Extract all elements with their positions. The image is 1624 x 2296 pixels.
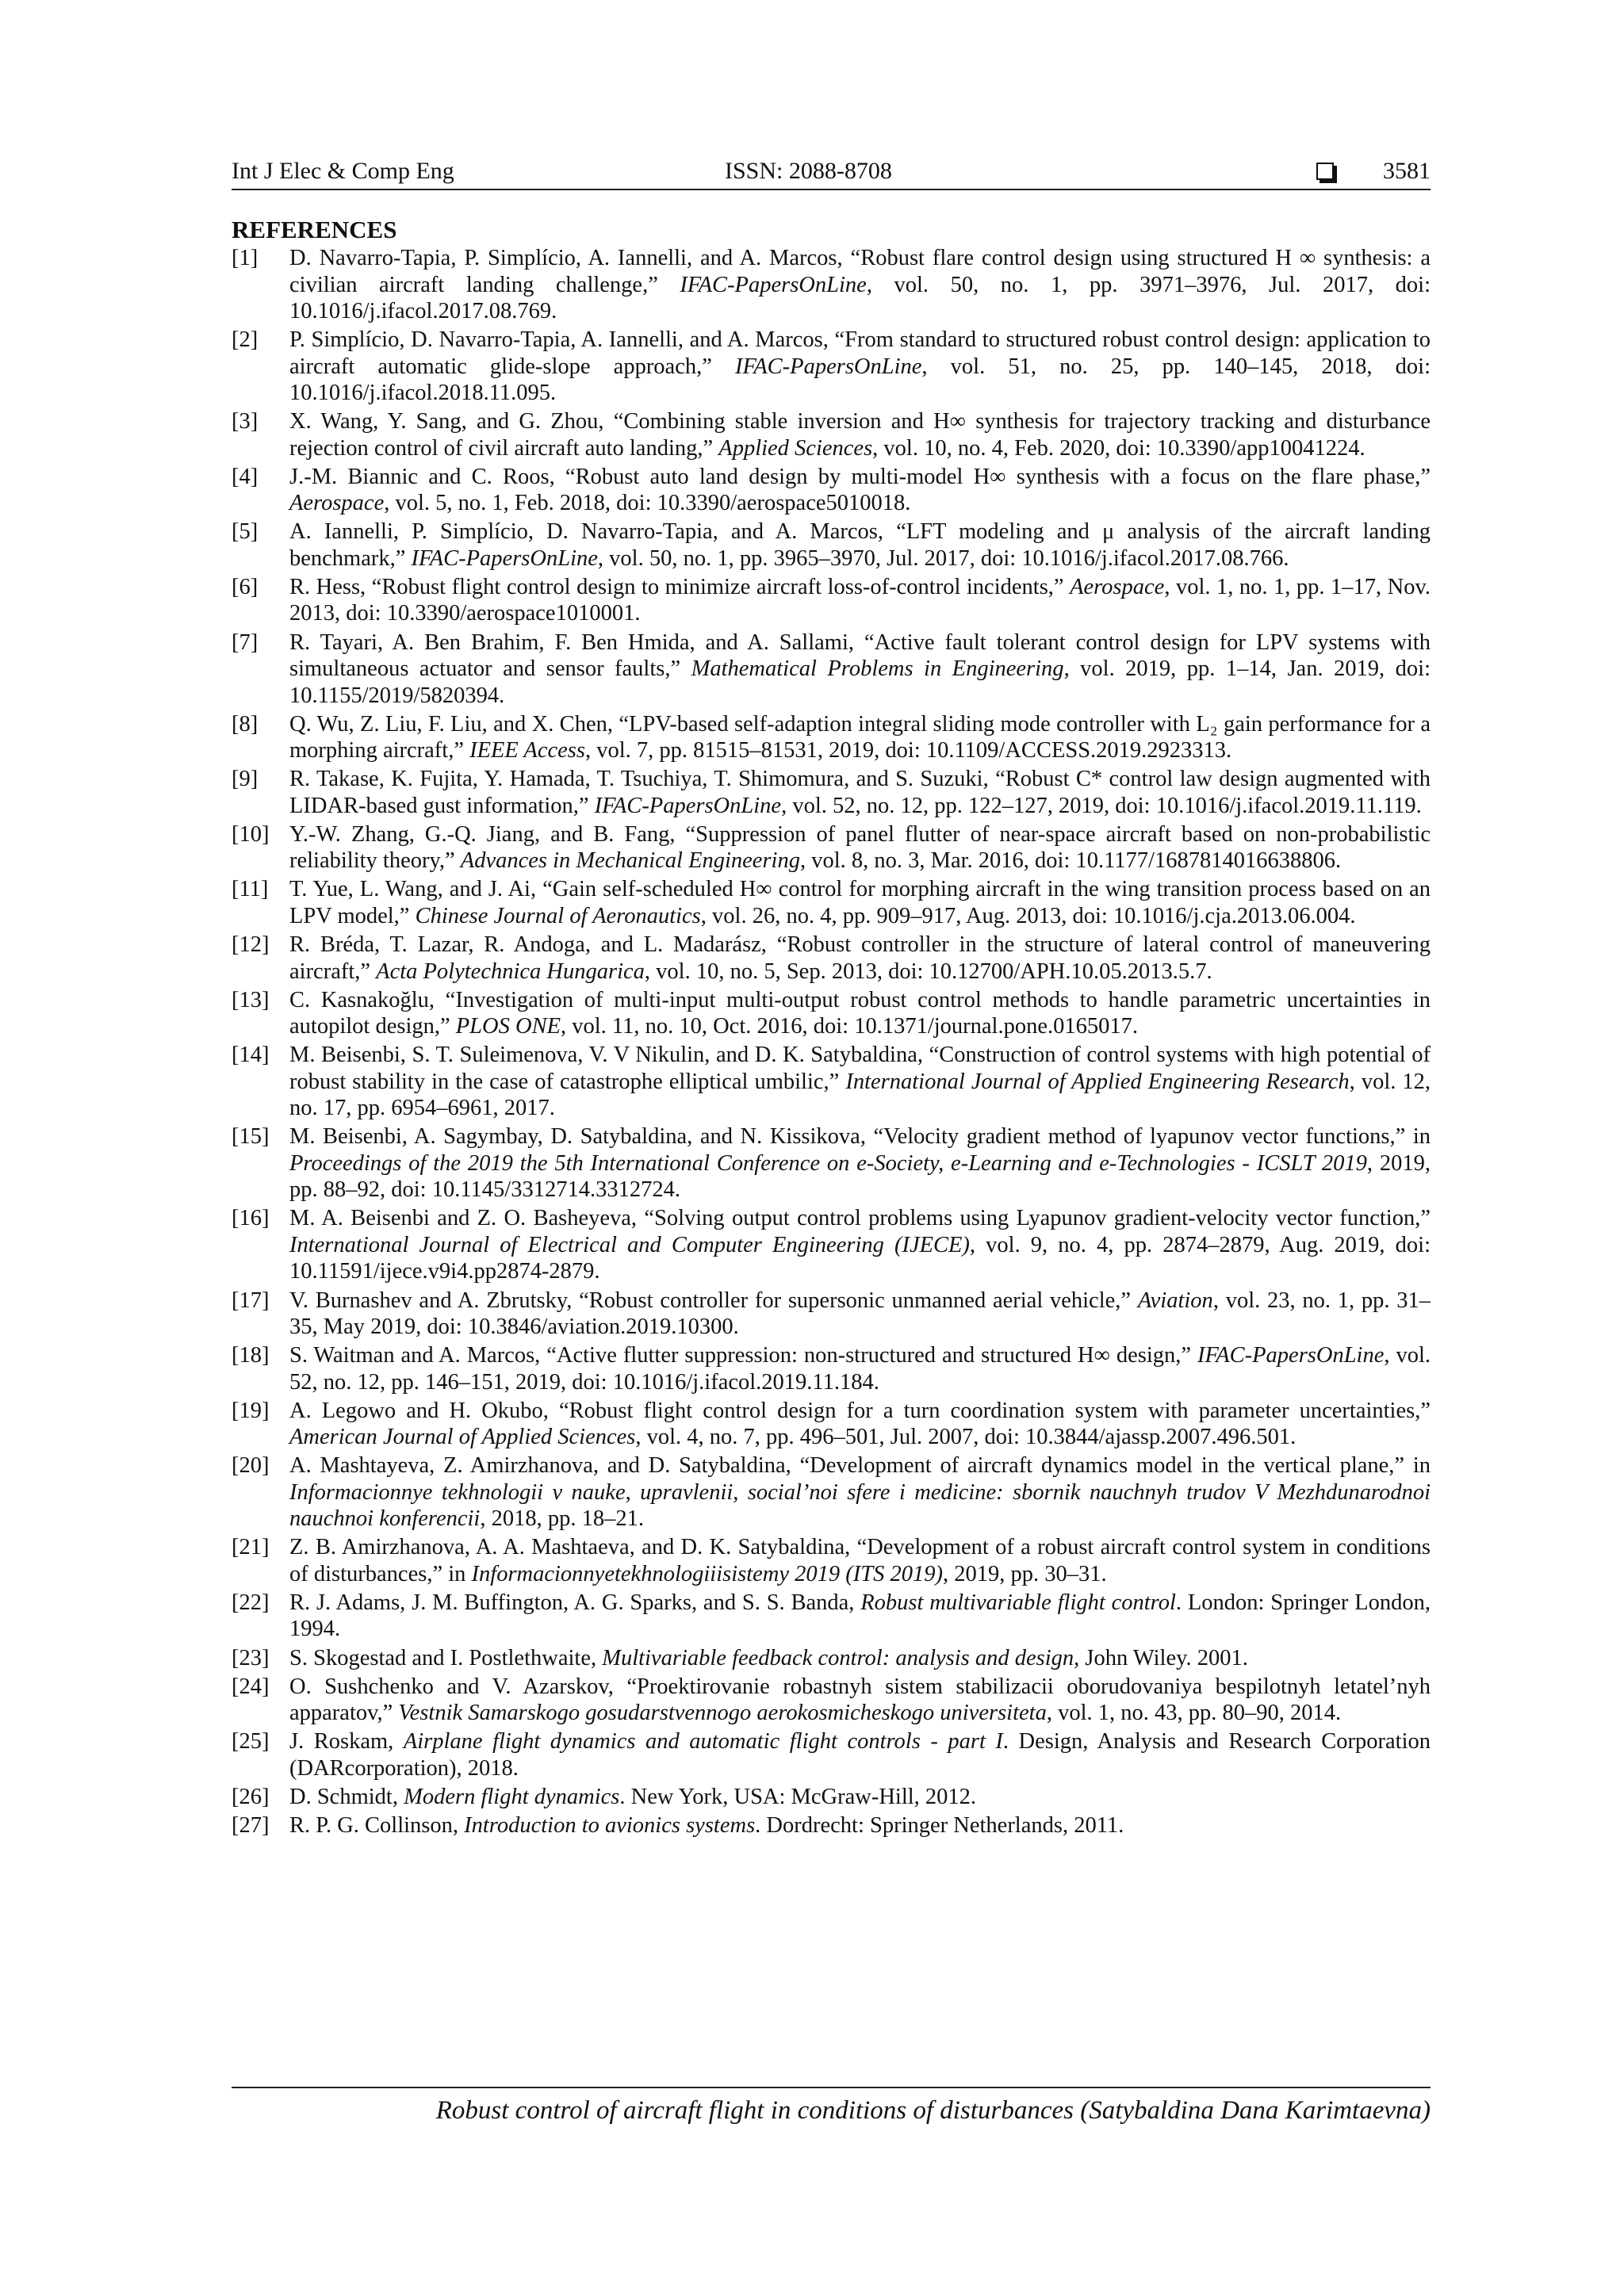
reference-text-segment: , vol. 9, no. 4, pp. 2874–2879, Aug. 2019, doi: 10.11591/ijece.v9i4.pp2874-2879. <box>289 1232 1431 1284</box>
reference-text-segment: S. Waitman and A. Marcos, “Active flutter suppression: non-structured and structured H∞ design,” <box>289 1343 1197 1368</box>
reference-text <box>289 409 1431 461</box>
reference-item <box>232 327 1431 407</box>
reference-source-title: Mathematical Problems in Engineering <box>691 656 1064 682</box>
reference-text <box>289 519 1431 571</box>
reference-text-segment: R. P. G. Collinson, <box>289 1812 465 1838</box>
references-heading: REFERENCES <box>232 216 397 243</box>
reference-source-title: IFAC-PapersOnLine <box>735 354 922 379</box>
reference-item <box>232 1205 1431 1285</box>
reference-text-segment: , vol. 11, no. 10, Oct. 2016, doi: 10.1371/journal.pone.0165017. <box>560 1014 1139 1039</box>
reference-item <box>232 766 1431 819</box>
reference-number: [6] <box>232 574 259 599</box>
reference-text-segment: , vol. 7, pp. 81515–81531, 2019, doi: 10.1109/ACCESS.2019.2923313. <box>584 738 1232 763</box>
reference-number: [23] <box>232 1645 270 1670</box>
reference-number: [25] <box>232 1729 270 1755</box>
reference-number: [19] <box>232 1398 270 1423</box>
reference-item <box>232 1784 1431 1811</box>
reference-source-title: Informacionnye tekhnologii v nauke, upravlenii, social’noi sfere i medicine: sbornik nauchnyh trudov V Mezhdunarodnoi nauchnoi konferencii <box>289 1479 1431 1532</box>
reference-text-segment: O. Sushchenko and V. Azarskov, “Proektirovanie robastnyh sistem stabilizacii oborudovaniya bespilotnyh letatel’nyh apparatov,” <box>289 1674 1431 1726</box>
reference-text <box>289 1453 1431 1531</box>
reference-text-segment: D. Schmidt, <box>289 1784 404 1809</box>
reference-text-segment: T. Yue, L. Wang, and J. Ai, “Gain self-scheduled H∞ control for morphing aircraft in the wing transition process based on an LPV model,” <box>289 877 1431 928</box>
reference-text-segment: , vol. 1, no. 43, pp. 80–90, 2014. <box>1046 1701 1342 1726</box>
reference-text-segment: M. Beisenbi, S. T. Suleimenova, V. V Nikulin, and D. K. Satybaldina, “Construction of control systems with high potential of robust stability in the case of catastrophe elliptical umbilic,” <box>289 1043 1431 1094</box>
reference-number: [5] <box>232 519 259 545</box>
reference-item <box>232 821 1431 874</box>
reference-item <box>232 519 1431 572</box>
reference-text-segment: , vol. 50, no. 1, pp. 3971–3976, Jul. 2017, doi: 10.1016/j.ifacol.2017.08.769. <box>289 272 1431 323</box>
reference-text-segment: , vol. 5, no. 1, Feb. 2018, doi: 10.3390/aerospace5010018. <box>384 491 911 516</box>
reference-text-segment: X. Wang, Y. Sang, and G. Zhou, “Combining stable inversion and H∞ synthesis for trajectory tracking and disturbance rejection control of civil aircraft auto landing,” <box>289 409 1431 461</box>
reference-text-segment: R. Takase, K. Fujita, Y. Hamada, T. Tsuchiya, T. Shimomura, and S. Suzuki, “Robust C* control law design augmented with LIDAR-based gust information,” <box>289 767 1431 818</box>
reference-text-segment: , vol. 51, no. 25, pp. 140–145, 2018, doi: 10.1016/j.ifacol.2018.11.095. <box>289 354 1431 406</box>
reference-text-segment: S. Skogestad and I. Postlethwaite, <box>289 1645 603 1670</box>
reference-text-segment: M. Beisenbi, A. Sagymbay, D. Satybaldina, and N. Kissikova, “Velocity gradient method of lyapunov vector functions,” in <box>289 1124 1431 1150</box>
reference-text <box>289 1535 1431 1586</box>
reference-number: [8] <box>232 711 259 737</box>
journal-name: Int J Elec & Comp Eng <box>232 158 454 184</box>
reference-text-segment: , vol. 52, no. 12, pp. 122–127, 2019, doi: 10.1016/j.ifacol.2019.11.119. <box>781 793 1422 818</box>
reference-text-segment: , 2019, pp. 88–92, doi: 10.1145/3312714.3312724. <box>289 1150 1431 1203</box>
reference-text-segment: , vol. 8, no. 3, Mar. 2016, doi: 10.1177/1687814016638806. <box>799 848 1342 874</box>
reference-item <box>232 1288 1431 1341</box>
reference-text-segment: J.-M. Biannic and C. Roos, “Robust auto land design by multi-model H∞ synthesis with a focus on the flare phase,” <box>289 464 1431 489</box>
reference-text-segment: R. Bréda, T. Lazar, R. Andoga, and L. Madarász, “Robust controller in the structure of lateral control of maneuvering aircraft,” <box>289 932 1431 984</box>
reference-item <box>232 876 1431 929</box>
reference-text-segment: A. Iannelli, P. Simplício, D. Navarro-Tapia, and A. Marcos, “LFT modeling and μ analysis of the aircraft landing benchmark,” <box>289 519 1431 571</box>
reference-source-title: Aviation <box>1137 1288 1213 1313</box>
reference-text-segment: V. Burnashev and A. Zbrutsky, “Robust controller for supersonic unmanned aerial vehicle,” <box>289 1288 1138 1313</box>
reference-text <box>289 1785 976 1809</box>
reference-text-segment: C. Kasnakoğlu, “Investigation of multi-input multi-output robust control methods to handle parametric uncertainties in autopilot design,” <box>289 987 1431 1039</box>
reference-source-title: International Journal of Applied Engineering Research <box>845 1069 1350 1094</box>
reference-text-segment: , vol. 50, no. 1, pp. 3965–3970, Jul. 2017, doi: 10.1016/j.ifacol.2017.08.766. <box>597 545 1289 571</box>
reference-source-title: American Journal of Applied Sciences <box>289 1425 636 1450</box>
reference-text-segment: Z. B. Amirzhanova, A. A. Mashtaeva, and D. K. Satybaldina, “Development of a robust aircraft control system in conditions of disturbances,” in <box>289 1535 1431 1586</box>
reference-source-title: Robust multivariable flight control <box>860 1590 1176 1615</box>
square-marker-icon <box>1316 163 1334 180</box>
reference-item <box>232 1042 1431 1122</box>
reference-text-segment: Q. Wu, Z. Liu, F. Liu, and X. Chen, “LPV-based self-adaption integral sliding mode controller with L₂ gain performance for a morphing aircraft,” <box>289 711 1431 763</box>
reference-text <box>289 1646 1248 1670</box>
reference-source-title: Aerospace <box>1070 574 1165 599</box>
reference-source-title: Aerospace <box>289 491 385 516</box>
reference-text-segment: Y.-W. Zhang, G.-Q. Jiang, and B. Fang, “Suppression of panel flutter of near-space aircraft based on non-probabilistic reliability theory,” <box>289 821 1431 874</box>
reference-source-title: Airplane flight dynamics and automatic flight controls - part I <box>403 1729 1003 1755</box>
reference-text-segment: , 2018, pp. 18–21. <box>480 1506 644 1532</box>
reference-number: [11] <box>232 877 269 902</box>
reference-text <box>289 575 1431 626</box>
reference-number: [14] <box>232 1043 270 1068</box>
reference-text-segment: , vol. 2019, pp. 1–14, Jan. 2019, doi: 10.1155/2019/5820394. <box>289 656 1431 708</box>
reference-item <box>232 408 1431 461</box>
reference-source-title: Proceedings of the 2019 the 5th International Conference on e-Society, e-Learning and e-Technologies - ICSLT 2019 <box>289 1150 1367 1176</box>
reference-text-segment: A. Mashtayeva, Z. Amirzhanova, and D. Satybaldina, “Development of aircraft dynamics model in the vertical plane,” in <box>289 1453 1431 1479</box>
reference-number: [7] <box>232 629 259 655</box>
reference-text-segment: , vol. 26, no. 4, pp. 909–917, Aug. 2013, doi: 10.1016/j.cja.2013.06.004. <box>700 903 1356 928</box>
reference-source-title: Multivariable feedback control: analysis and design <box>602 1645 1074 1670</box>
reference-source-title: IFAC-PapersOnLine <box>594 793 782 818</box>
reference-item <box>232 1534 1431 1587</box>
reference-text-segment: A. Legowo and H. Okubo, “Robust flight control design for a turn coordination system with parameter uncertainties,” <box>289 1398 1431 1423</box>
reference-text <box>289 630 1431 708</box>
reference-item <box>232 1452 1431 1533</box>
reference-number: [20] <box>232 1453 270 1479</box>
reference-item <box>232 1342 1431 1395</box>
reference-text-segment: , vol. 4, no. 7, pp. 496–501, Jul. 2007, doi: 10.3844/ajassp.2007.496.501. <box>635 1425 1297 1450</box>
reference-source-title: Vestnik Samarskogo gosudarstvennogo aerokosmicheskogo universiteta <box>398 1701 1047 1726</box>
reference-text <box>289 767 1431 818</box>
reference-number: [2] <box>232 327 259 353</box>
reference-text-segment: , vol. 12, no. 17, pp. 6954–6961, 2017. <box>289 1069 1431 1121</box>
reference-number: [18] <box>232 1343 270 1368</box>
reference-text <box>289 1729 1431 1781</box>
reference-text-segment: , vol. 52, no. 12, pp. 146–151, 2019, doi: 10.1016/j.ifacol.2019.11.184. <box>289 1343 1431 1395</box>
reference-text <box>289 1590 1431 1642</box>
reference-text-segment: R. Tayari, A. Ben Brahim, F. Ben Hmida, and A. Sallami, “Active fault tolerant control design for LPV systems with simultaneous actuator and sensor faults,” <box>289 629 1431 682</box>
reference-text-segment: . Design, Analysis and Research Corporation (DARcorporation), 2018. <box>289 1729 1431 1781</box>
reference-text <box>289 822 1431 874</box>
reference-text-segment: . New York, USA: McGraw-Hill, 2012. <box>619 1784 977 1809</box>
reference-source-title: Chinese Journal of Aeronautics <box>415 903 701 928</box>
reference-item <box>232 1398 1431 1451</box>
reference-text-segment: D. Navarro-Tapia, P. Simplício, A. Iannelli, and A. Marcos, “Robust flare control design using structured H ∞ synthesis: a civilian aircraft landing challenge,” <box>289 246 1431 297</box>
reference-text-segment: , John Wiley. 2001. <box>1074 1645 1248 1670</box>
page-number: 3581 <box>1383 158 1431 184</box>
reference-text-segment: , vol. 10, no. 5, Sep. 2013, doi: 10.12700/APH.10.05.2013.5.7. <box>644 959 1212 984</box>
reference-source-title: IFAC-PapersOnLine <box>1197 1343 1385 1368</box>
reference-text <box>289 1674 1431 1726</box>
reference-text <box>289 1399 1431 1450</box>
reference-text-segment: , vol. 1, no. 1, pp. 1–17, Nov. 2013, doi: 10.3390/aerospace1010001. <box>289 574 1431 626</box>
reference-text <box>289 1288 1431 1340</box>
reference-number: [9] <box>232 767 259 792</box>
footer-title: Robust control of aircraft flight in conditions of disturbances (Satybaldina Dana Karimtaevna) <box>435 2096 1431 2125</box>
reference-text-segment: . Dordrecht: Springer Netherlands, 2011. <box>755 1812 1124 1838</box>
reference-source-title: PLOS ONE <box>455 1014 561 1039</box>
references-list <box>232 245 1431 1841</box>
page-footer <box>232 2087 1431 2130</box>
page-header <box>232 155 1431 190</box>
reference-number: [1] <box>232 246 259 270</box>
reference-text-segment: R. J. Adams, J. M. Buffington, A. G. Sparks, and S. S. Banda, <box>289 1590 861 1615</box>
reference-number: [15] <box>232 1124 270 1150</box>
reference-item <box>232 1812 1431 1839</box>
reference-item <box>232 1123 1431 1203</box>
reference-source-title: IFAC-PapersOnLine <box>680 272 867 297</box>
issn-label: ISSN: 2088-8708 <box>725 158 892 184</box>
reference-item <box>232 464 1431 517</box>
reference-source-title: Applied Sciences <box>718 435 873 461</box>
reference-text <box>289 1206 1431 1284</box>
reference-text <box>289 1124 1431 1202</box>
reference-text-segment: , 2019, pp. 30–31. <box>942 1561 1107 1586</box>
reference-source-title: Acta Polytechnica Hungarica <box>376 959 645 984</box>
reference-text <box>289 877 1431 928</box>
reference-item <box>232 932 1431 985</box>
reference-number: [27] <box>232 1812 270 1838</box>
reference-item <box>232 987 1431 1040</box>
reference-number: [26] <box>232 1784 270 1809</box>
reference-text <box>289 988 1431 1039</box>
reference-number: [12] <box>232 932 270 958</box>
reference-source-title: Modern flight dynamics <box>404 1784 620 1809</box>
footer-rule <box>232 2087 1431 2088</box>
reference-item <box>232 711 1431 764</box>
reference-text <box>289 1813 1124 1838</box>
reference-text-segment: . London: Springer London, 1994. <box>289 1590 1431 1642</box>
reference-item <box>232 1728 1431 1781</box>
reference-source-title: Informacionnyetekhnologiiisistemy 2019 (ITS 2019) <box>471 1561 943 1586</box>
reference-number: [16] <box>232 1206 270 1231</box>
reference-text-segment: M. A. Beisenbi and Z. O. Basheyeva, “Solving output control problems using Lyapunov gradient-velocity vector function,” <box>289 1206 1431 1231</box>
reference-text-segment: J. Roskam, <box>289 1729 404 1755</box>
reference-text <box>289 327 1431 405</box>
reference-item <box>232 1645 1431 1672</box>
reference-text <box>289 246 1431 323</box>
reference-source-title: IFAC-PapersOnLine <box>411 545 598 571</box>
reference-source-title: IEEE Access <box>469 738 585 763</box>
reference-number: [21] <box>232 1535 270 1560</box>
reference-number: [17] <box>232 1288 270 1313</box>
reference-text-segment: , vol. 23, no. 1, pp. 31–35, May 2019, doi: 10.3846/aviation.2019.10300. <box>289 1288 1431 1339</box>
reference-number: [10] <box>232 821 270 847</box>
reference-text <box>289 932 1431 984</box>
reference-text <box>289 1043 1431 1120</box>
reference-number: [13] <box>232 987 270 1012</box>
header-rule <box>232 189 1431 190</box>
reference-source-title: Introduction to avionics systems <box>464 1812 756 1838</box>
reference-text-segment: P. Simplício, D. Navarro-Tapia, A. Iannelli, and A. Marcos, “From standard to structured robust control design: application to aircraft automatic glide-slope approach,” <box>289 327 1431 379</box>
reference-text-segment: R. Hess, “Robust flight control design to minimize aircraft loss-of-control incidents,” <box>289 574 1071 599</box>
reference-item <box>232 1674 1431 1727</box>
reference-item <box>232 629 1431 710</box>
reference-number: [24] <box>232 1674 270 1699</box>
reference-text <box>289 712 1431 763</box>
reference-item <box>232 574 1431 627</box>
reference-item <box>232 1590 1431 1643</box>
reference-source-title: International Journal of Electrical and Computer Engineering (IJECE) <box>289 1232 970 1257</box>
reference-text-segment: , vol. 10, no. 4, Feb. 2020, doi: 10.3390/app10041224. <box>872 435 1365 461</box>
reference-number: [4] <box>232 464 259 489</box>
reference-number: [22] <box>232 1590 270 1615</box>
reference-text <box>289 1343 1431 1395</box>
reference-text <box>289 465 1431 516</box>
reference-number: [3] <box>232 409 259 434</box>
reference-source-title: Advances in Mechanical Engineering <box>460 848 800 874</box>
reference-item <box>232 245 1431 325</box>
